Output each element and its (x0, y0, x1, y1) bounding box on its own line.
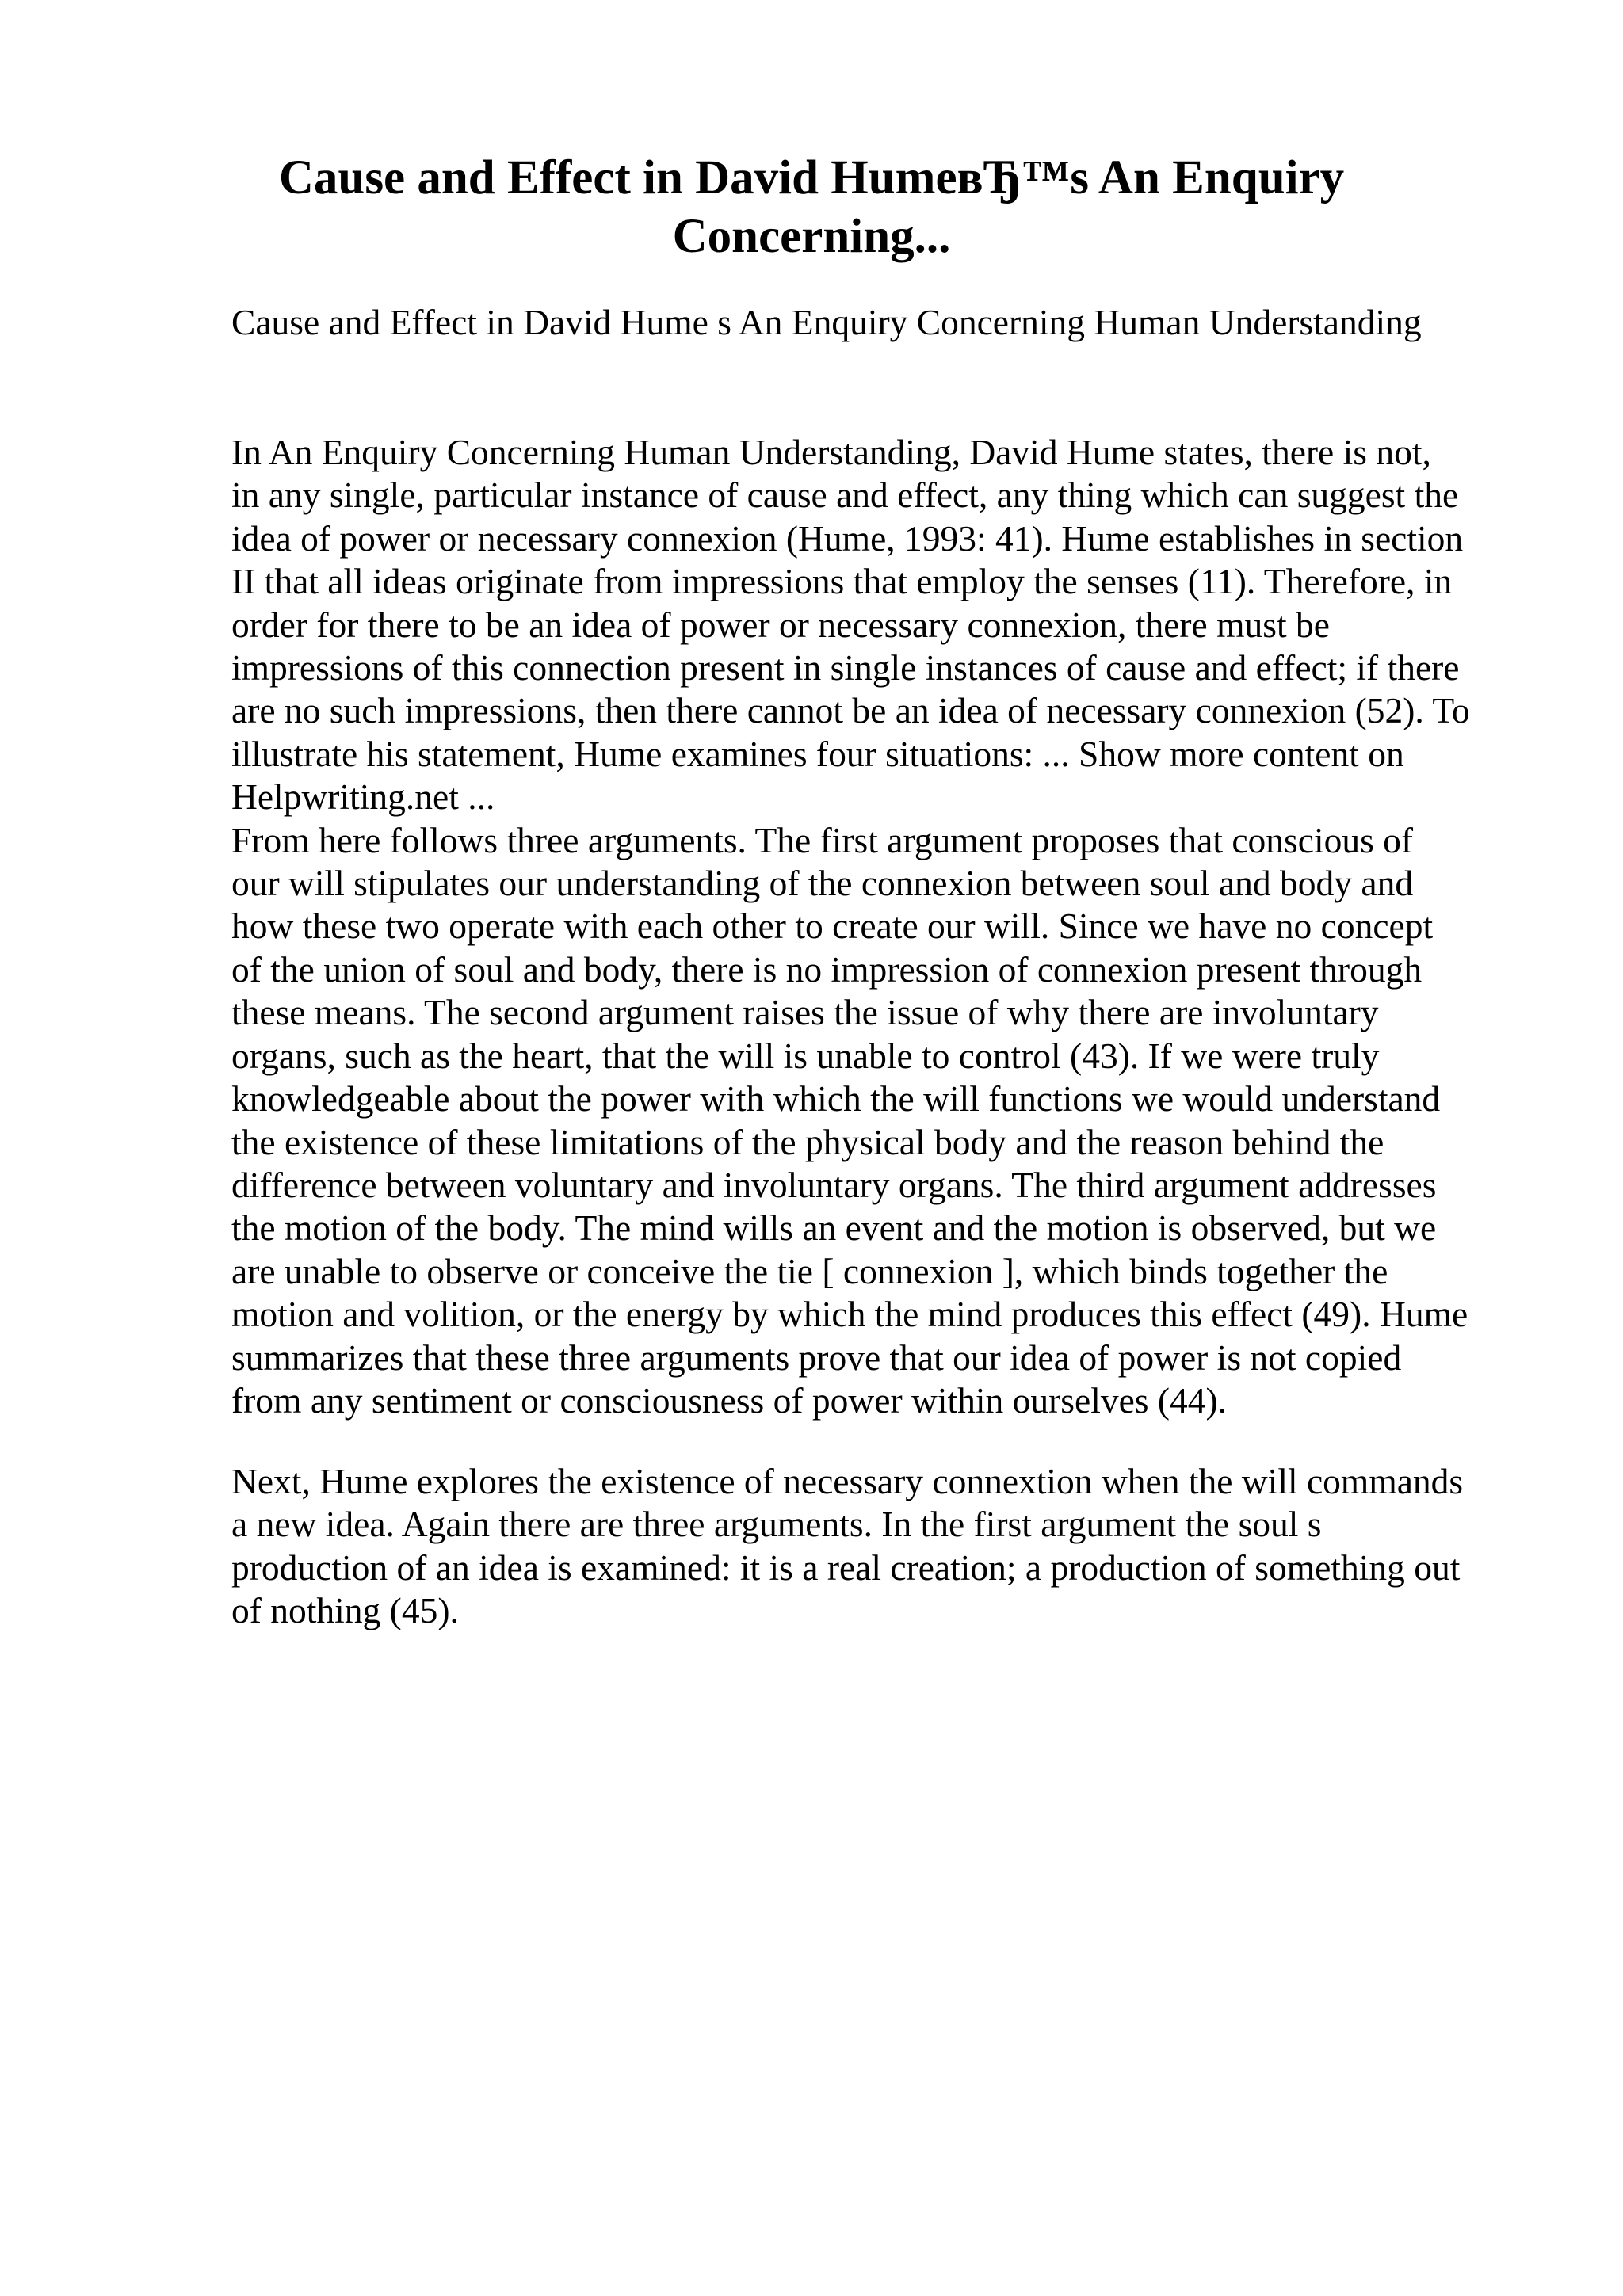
text-line: a new idea. Again there are three arguments. In the first argument the soul s (231, 1504, 1322, 1545)
text-line: from any sentiment or consciousness of power within ourselves (44). (231, 1379, 1228, 1421)
text-line: Next, Hume explores the existence of necessary connextion when the will commands (231, 1461, 1464, 1501)
text-line: motion and volition, or the energy by which the mind produces this effect (49). Hume (231, 1294, 1468, 1335)
text-line: impressions of this connection present in single instances of cause and effect; if there (231, 647, 1460, 688)
text-line: these means. The second argument raises the issue of why there are involuntary (231, 992, 1379, 1033)
text-line: knowledgeable about the power with which the will functions we would understand (231, 1078, 1441, 1119)
text-line: difference between voluntary and involuntary organs. The third argument addresses (231, 1164, 1437, 1205)
text-line: in any single, particular instance of cause and effect, any thing which can suggest the (231, 475, 1459, 516)
text-line: illustrate his statement, Hume examines four situations: ... Show more content on (231, 733, 1404, 774)
text-line: production of an idea is examined: it is a real creation; a production of something out (231, 1547, 1461, 1588)
text-line: how these two operate with each other to create our will. Since we have no concept (231, 906, 1434, 947)
text-line: summarizes that these three arguments prove that our idea of power is not copied (231, 1337, 1402, 1378)
document-title (230, 149, 1393, 266)
subtitle-line: Cause and Effect in David Hume s An Enquiry Concerning Human Understanding (231, 302, 1422, 342)
text-line: Helpwriting.net ... (231, 776, 495, 818)
text-line: are unable to observe or conceive the tie [ connexion ], which binds together the (231, 1250, 1388, 1291)
text-line: II that all ideas originate from impressions that employ the senses (11). Therefore, in (231, 561, 1453, 602)
text-line: of the union of soul and body, there is no impression of connexion present through (231, 948, 1423, 990)
title-line: Concerning... (672, 210, 951, 263)
text-line: the existence of these limitations of the physical body and the reason behind the (231, 1121, 1384, 1162)
title-line: Cause and Effect in David HumeвЂ™s An Enquiry (278, 151, 1345, 204)
text-line: In An Enquiry Concerning Human Understanding, David Hume states, there is not, (231, 432, 1431, 472)
paragraph-1 (231, 431, 1515, 1422)
text-line: organs, such as the heart, that the will is unable to control (43). If we were truly (231, 1035, 1380, 1076)
text-line: idea of power or necessary connexion (Hume, 1993: 41). Hume establishes in section (231, 517, 1464, 559)
document-subtitle (231, 301, 1515, 344)
text-line: of nothing (45). (231, 1590, 459, 1631)
text-line: are no such impressions, then there cannot be an idea of necessary connexion (52). To (231, 690, 1470, 731)
text-line: order for there to be an idea of power or necessary connexion, there must be (231, 604, 1330, 645)
text-line: From here follows three arguments. The first argument proposes that conscious of (231, 819, 1414, 860)
text-line: our will stipulates our understanding of the connexion between soul and body and (231, 863, 1414, 904)
paragraph-2 (231, 1460, 1515, 1633)
text-line: the motion of the body. The mind wills an event and the motion is observed, but we (231, 1207, 1437, 1249)
